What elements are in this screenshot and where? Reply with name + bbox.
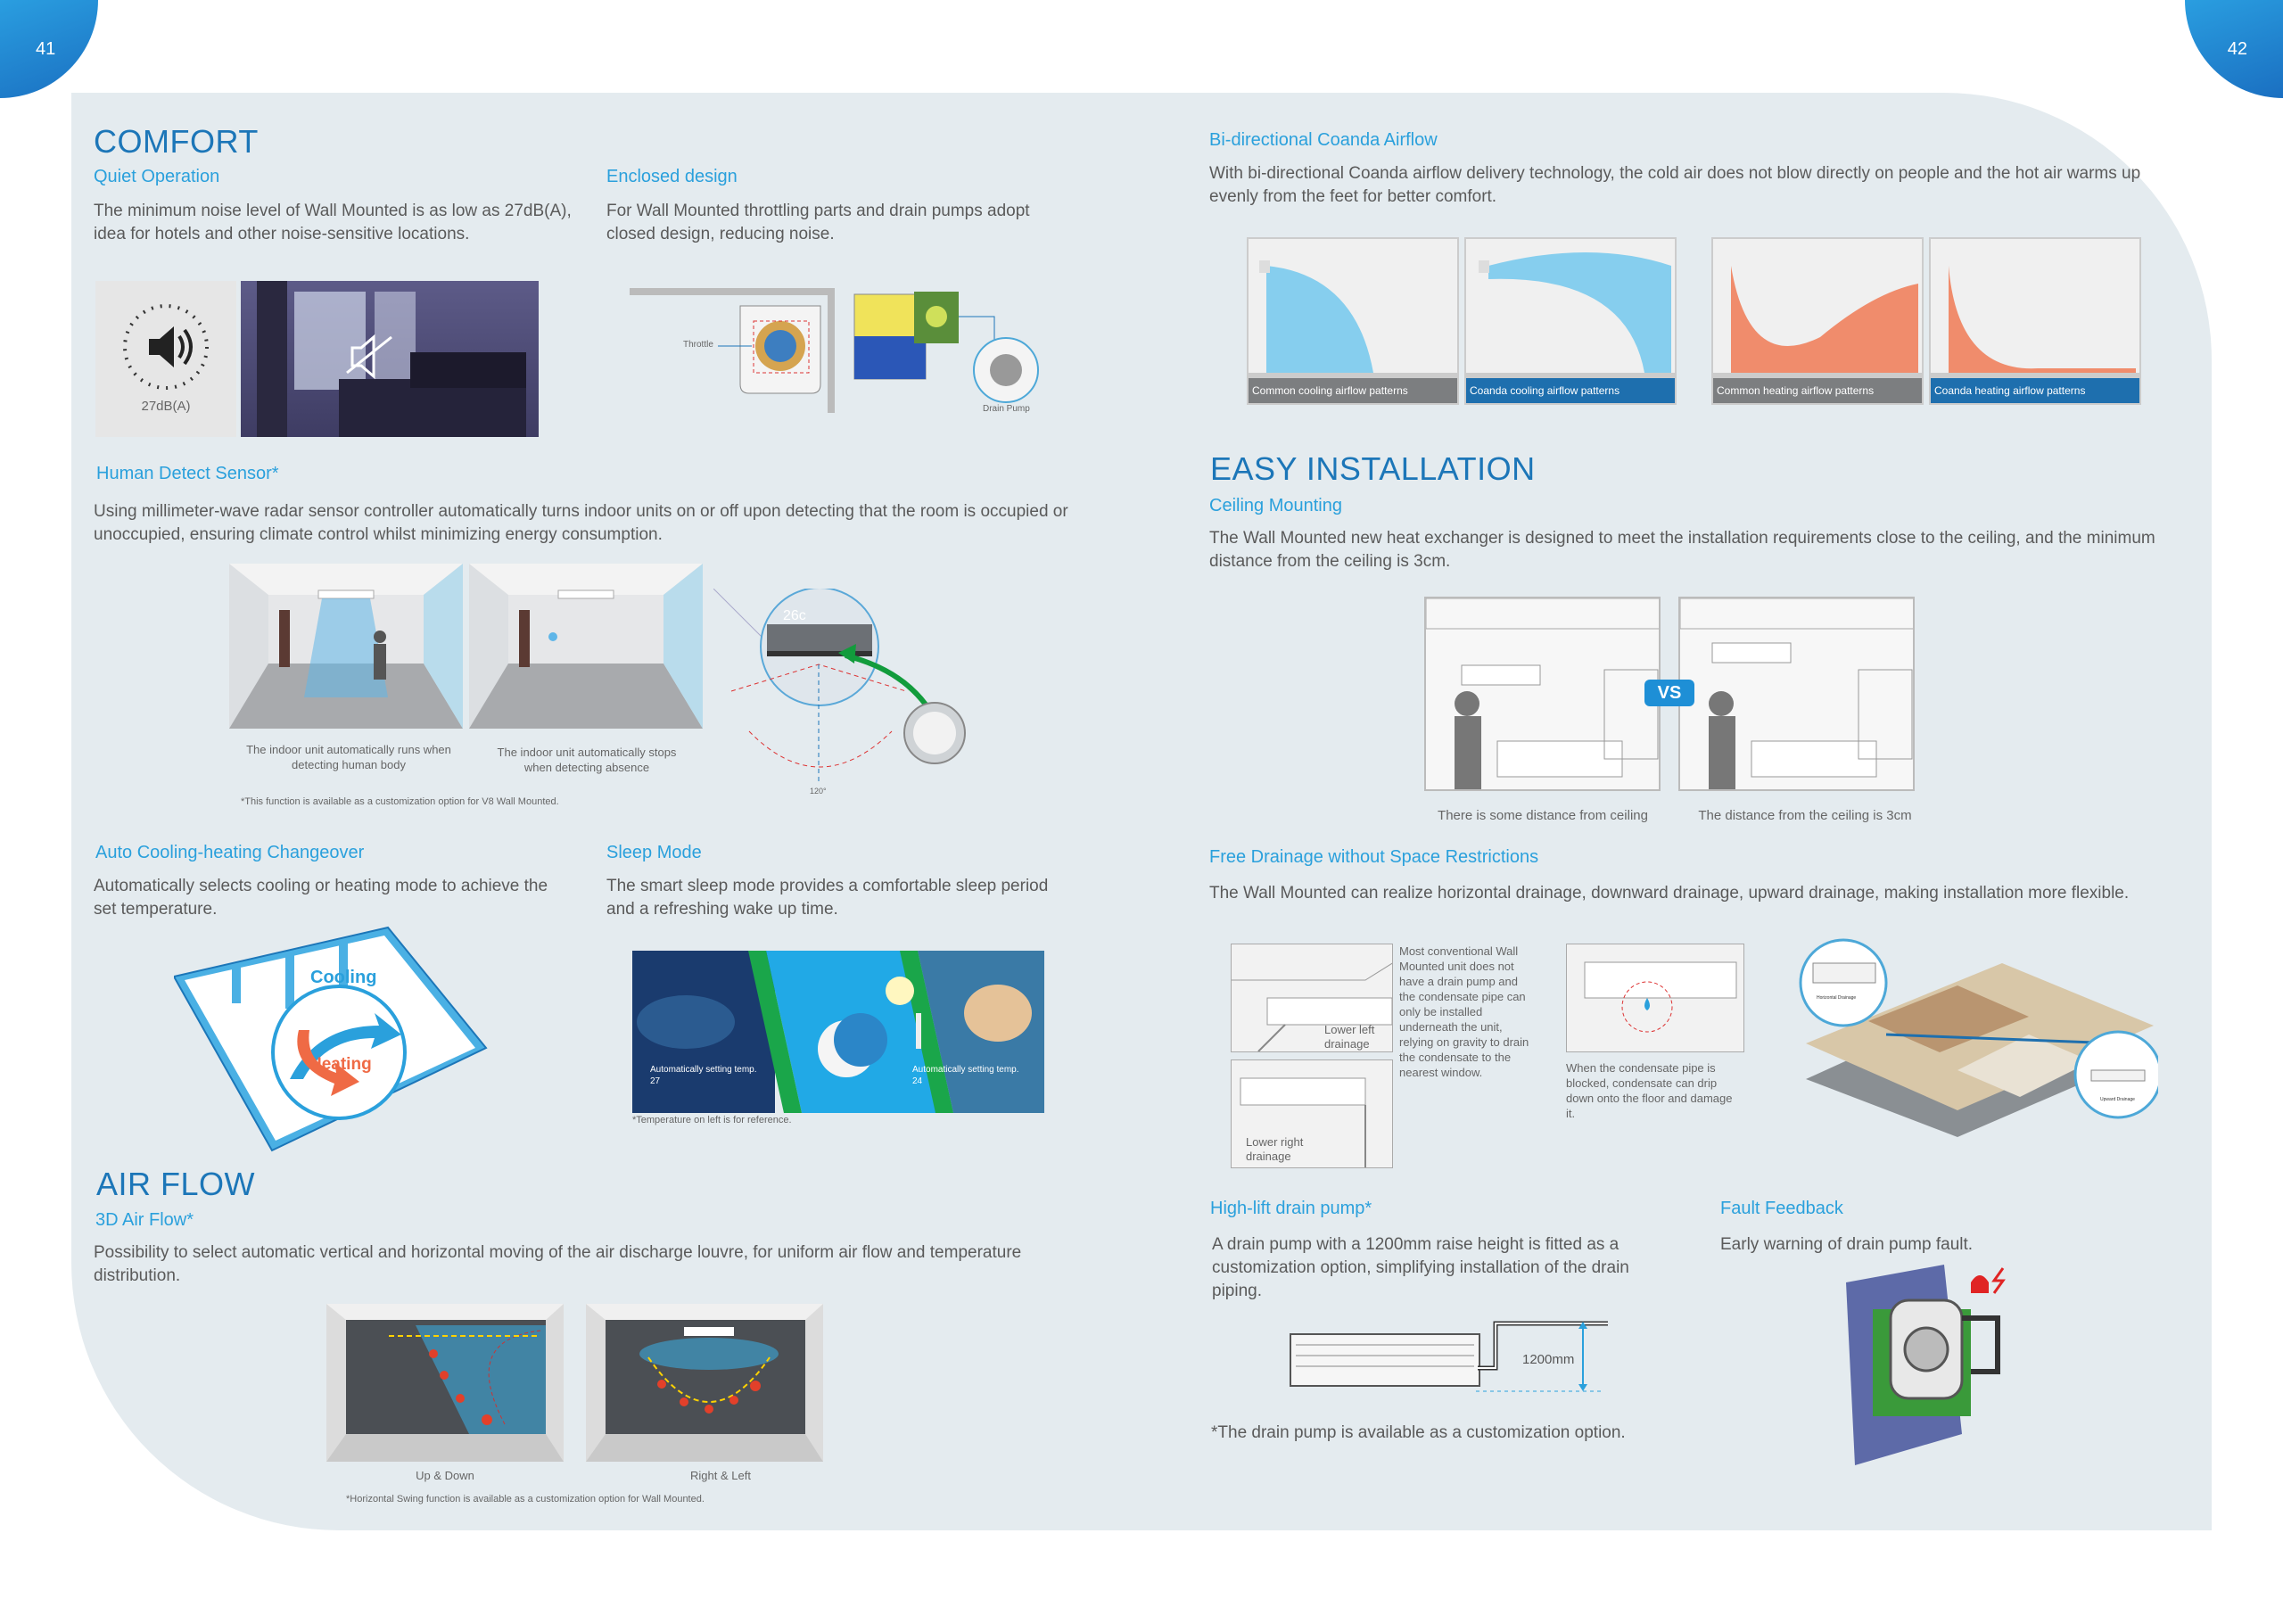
sleep-heading: Sleep Mode	[606, 843, 702, 862]
angle-label: 120°	[810, 787, 827, 796]
tag-horizontal: Horizontal Drainage	[1817, 995, 1857, 1001]
pump-footnote: *The drain pump is available as a customization option.	[1211, 1423, 1626, 1442]
lower-left-label: Lower left drainage	[1324, 1023, 1375, 1051]
enclosed-diagram	[624, 281, 1052, 424]
sleep-text: The smart sleep mode provides a comfortable sleep period and a refreshing wake up time.	[606, 877, 1049, 919]
coanda-caption-1: Common cooling airflow patterns	[1249, 378, 1459, 403]
sleep-mode-image	[632, 951, 1044, 1113]
caption-stopped: The indoor unit automatically stops when detecting absence	[497, 746, 677, 774]
airflow-title: AIR FLOW	[96, 1166, 256, 1202]
enclosed-heading: Enclosed design	[606, 167, 738, 186]
room-running-image	[229, 564, 463, 729]
airflow-text: Possibility to select automatic vertical and horizontal moving of the air discharge louvre, for uniform air flow and temperature distribution.	[94, 1243, 1022, 1285]
throttle-label: Throttle	[683, 340, 713, 350]
caption-rightleft: Right & Left	[690, 1469, 751, 1482]
fault-heading: Fault Feedback	[1720, 1199, 1843, 1218]
cooling-label: Cooling	[310, 968, 377, 987]
page-number-right: 42	[2227, 39, 2247, 59]
airflow-updown-image	[326, 1304, 564, 1462]
speaker-tile	[95, 281, 236, 437]
changeover-diagram	[174, 923, 490, 1155]
fault-text: Early warning of drain pump fault.	[1720, 1235, 1974, 1254]
heating-label: Heating	[309, 1055, 372, 1074]
drain-pump-fault-image	[1828, 1265, 2033, 1470]
db-label: 27dB(A)	[141, 399, 191, 414]
changeover-text: Automatically selects cooling or heating mode to achieve the set temperature.	[94, 877, 548, 919]
caption-ceiling-left: There is some distance from ceiling	[1438, 808, 1648, 823]
sleep-label-right: Automatically setting temp. 24	[912, 1065, 1019, 1086]
radar-diagram	[713, 589, 981, 803]
drain-note-1: Most conventional Wall Mounted unit does not have a drain pump and the condensate pipe can only be installed underneath the unit, relying on gravity to drain the condensate to the nearest window.	[1399, 944, 1529, 1079]
page-number-left: 41	[36, 39, 56, 59]
comfort-title: COMFORT	[94, 123, 259, 160]
quiet-text: The minimum noise level of Wall Mounted is as low as 27dB(A), idea for hotels and other noise-sensitive locations.	[94, 202, 572, 243]
pump-text: A drain pump with a 1200mm raise height is fitted as a customization option, simplifying installation of the drain piping.	[1212, 1235, 1629, 1300]
ceiling-room-left	[1424, 597, 1661, 791]
drain-lower-left	[1231, 944, 1393, 1052]
drain-pump-label: Drain Pump	[983, 404, 1030, 414]
display-temp: 26c	[783, 608, 806, 623]
coanda-caption-3: Common heating airflow patterns	[1713, 378, 1924, 403]
changeover-heading: Auto Cooling-heating Changeover	[95, 843, 365, 862]
ceiling-heading: Ceiling Mounting	[1209, 496, 1342, 515]
sensor-footnote: *This function is available as a customization option for V8 Wall Mounted.	[241, 796, 559, 807]
drain-leak-image	[1566, 944, 1744, 1052]
caption-updown: Up & Down	[416, 1469, 474, 1482]
caption-running: The indoor unit automatically runs when detecting human body	[246, 743, 451, 771]
drainage-text: The Wall Mounted can realize horizontal drainage, downward drainage, upward drainage, making installation more flexible.	[1209, 884, 2130, 903]
coanda-text: With bi-directional Coanda airflow delivery technology, the cold air does not blow directly on people and the hot air warms up evenly from the feet for better comfort.	[1209, 164, 2141, 206]
tag-upward: Upward Drainage	[2100, 1097, 2135, 1102]
airflow-footnote: *Horizontal Swing function is available as a customization option for Wall Mounted.	[346, 1494, 705, 1504]
airflow-heading: 3D Air Flow*	[95, 1210, 194, 1230]
coanda-panel-1	[1247, 237, 1459, 405]
drain-lower-right	[1231, 1059, 1393, 1168]
quiet-heading: Quiet Operation	[94, 167, 220, 186]
coanda-panel-4	[1929, 237, 2141, 405]
caption-ceiling-right: The distance from the ceiling is 3cm	[1698, 808, 1912, 823]
sensor-heading: Human Detect Sensor*	[96, 464, 279, 483]
airflow-rightleft-image	[586, 1304, 823, 1462]
pump-height-diagram	[1289, 1315, 1610, 1395]
alarm-bell-icon	[1971, 1275, 1989, 1293]
drainage-heading: Free Drainage without Space Restrictions	[1209, 847, 1539, 867]
enclosed-text: For Wall Mounted throttling parts and drain pumps adopt closed design, reducing noise.	[606, 202, 1030, 243]
bedroom-photo	[241, 281, 539, 437]
sleep-label-left: Automatically setting temp. 27	[650, 1065, 757, 1086]
lower-right-label: Lower right drainage	[1246, 1135, 1304, 1163]
pump-height-label: 1200mm	[1522, 1352, 1575, 1367]
install-title: EASY INSTALLATION	[1210, 450, 1536, 487]
pump-heading: High-lift drain pump*	[1210, 1199, 1372, 1218]
sleep-footnote: *Temperature on left is for reference.	[632, 1115, 792, 1125]
drain-note-2: When the condensate pipe is blocked, condensate can drip down onto the floor and damage it.	[1566, 1061, 1733, 1120]
house-drainage-image	[1797, 936, 2158, 1137]
ceiling-room-right	[1678, 597, 1915, 791]
coanda-heading: Bi-directional Coanda Airflow	[1209, 130, 1438, 150]
sensor-text: Using millimeter-wave radar sensor controller automatically turns indoor units on or off upon detecting that the room is occupied or unoccupied, ensuring climate control whilst minimizing energy consumption.	[94, 502, 1068, 544]
room-stopped-image	[469, 564, 703, 729]
ceiling-text: The Wall Mounted new heat exchanger is designed to meet the installation requirements close to the ceiling, and the minimum distance from the ceiling is 3cm.	[1209, 529, 2155, 571]
vs-badge: VS	[1644, 680, 1694, 706]
coanda-panel-2	[1464, 237, 1677, 405]
coanda-caption-4: Coanda heating airflow patterns	[1931, 378, 2141, 403]
coanda-panel-3	[1711, 237, 1924, 405]
coanda-caption-2: Coanda cooling airflow patterns	[1466, 378, 1677, 403]
